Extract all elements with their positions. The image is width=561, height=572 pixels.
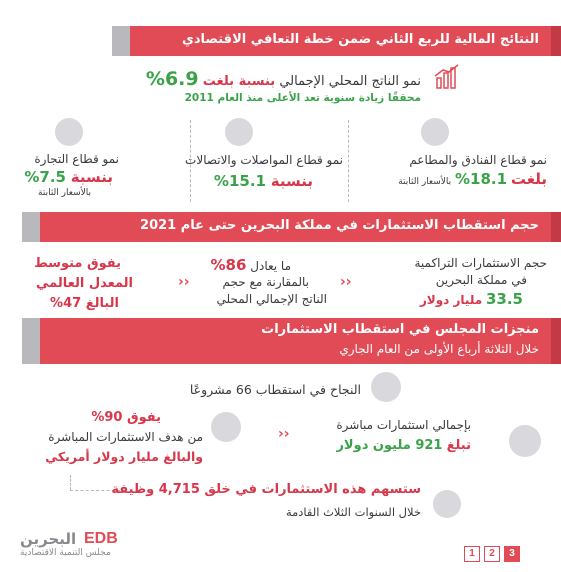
chevron-icon: ‹‹ — [178, 274, 190, 290]
calendar-icon — [509, 425, 541, 457]
exceeds-avg-line2: المعدل العالمي — [35, 276, 133, 291]
sector-hotels-value-line: بلغت 18.1% بالأسعار الثابتة — [398, 170, 547, 188]
section3-title-line1: منجزات المجلس في استقطاب الاستثمارات — [261, 322, 539, 337]
gdp-line: نمو الناتج المحلي الإجمالي بنسبة بلغت 6.9% — [145, 68, 421, 90]
exceeds-target-line3: والبالغ مليار دولار أمريكي — [45, 449, 203, 464]
telecom-icon — [225, 118, 253, 146]
divider — [348, 120, 349, 202]
chevron-icon: ‹‹ — [340, 274, 352, 290]
pagination — [464, 546, 520, 562]
gdp-subtitle: محققًا زيادة سنوية تعد الأعلى منذ العام 2011 — [184, 92, 421, 104]
page-1-button[interactable]: 1 — [464, 546, 480, 562]
gdp-chart-icon — [431, 62, 463, 94]
edb-logo — [20, 530, 130, 562]
section3-title-line2: خلال الثلاثة أرباع الأولى من العام الجاري — [339, 342, 539, 356]
divider — [70, 475, 71, 490]
section3-banner — [40, 318, 561, 364]
sector-trade-name: نمو قطاع التجارة — [34, 152, 119, 166]
exceeds-avg-line1: يفوق متوسط — [34, 256, 121, 271]
cumulative-line2: في مملكة البحرين — [435, 273, 527, 287]
trade-icon — [55, 118, 83, 146]
direct-invest-line2: تبلغ 921 مليون دولار — [336, 438, 471, 453]
cumulative-value-line: 33.5 مليار دولار — [419, 290, 523, 308]
jobs-line1: ستسهم هذه الاستثمارات في خلق 4,715 وظيفة — [111, 482, 421, 497]
exceeds-target-line1: يفوق 90% — [91, 410, 161, 425]
chevron-icon: ‹‹ — [278, 426, 290, 442]
team-icon — [371, 372, 401, 402]
handshake-icon — [211, 412, 241, 442]
section1-banner — [130, 26, 561, 56]
sector-telecom-name: نمو قطاع المواصلات والاتصالات — [185, 153, 343, 167]
page-2-button[interactable]: 2 — [484, 546, 500, 562]
direct-invest-line1: بإجمالي استثمارات مباشرة — [336, 418, 471, 432]
equivalent-line3: الناتج الإجمالي المحلي — [216, 292, 327, 306]
sector-telecom-value-line: بنسبة 15.1% — [213, 172, 313, 190]
sector-trade-value-line: بنسبة 7.5% — [24, 168, 113, 186]
equivalent-line1: ما يعادل 86% — [210, 256, 291, 274]
exceeds-avg-line3: البالغ 47% — [50, 296, 119, 311]
cumulative-line1: حجم الاستثمارات التراكمية — [414, 256, 547, 270]
projects-line: النجاح في استقطاب 66 مشروعًا — [189, 382, 361, 397]
logo-edb: EDB — [84, 530, 118, 547]
exceeds-target-line2: من هدف الاستثمارات المباشرة — [48, 430, 203, 444]
sector-hotels-name: نمو قطاع الفنادق والمطاعم — [409, 153, 547, 167]
worker-icon — [433, 490, 461, 518]
section2-banner — [40, 212, 561, 242]
equivalent-line2: بالمقارنة مع حجم — [222, 275, 309, 289]
section1-title: النتائج المالية للربع الثاني ضمن خطة التعافي الاقتصادي — [181, 32, 539, 47]
hotel-icon — [421, 118, 449, 146]
logo-ar: البحرين — [20, 530, 77, 548]
jobs-line2: خلال السنوات الثلاث القادمة — [285, 505, 421, 519]
sector-trade-note: بالأسعار الثابتة — [38, 188, 91, 198]
section2-title: حجم استقطاب الاستثمارات في مملكة البحرين حتى عام 2021 — [140, 218, 539, 233]
logo-subtitle: مجلس التنمية الاقتصادية — [20, 548, 111, 558]
page-3-button[interactable]: 3 — [504, 546, 520, 562]
